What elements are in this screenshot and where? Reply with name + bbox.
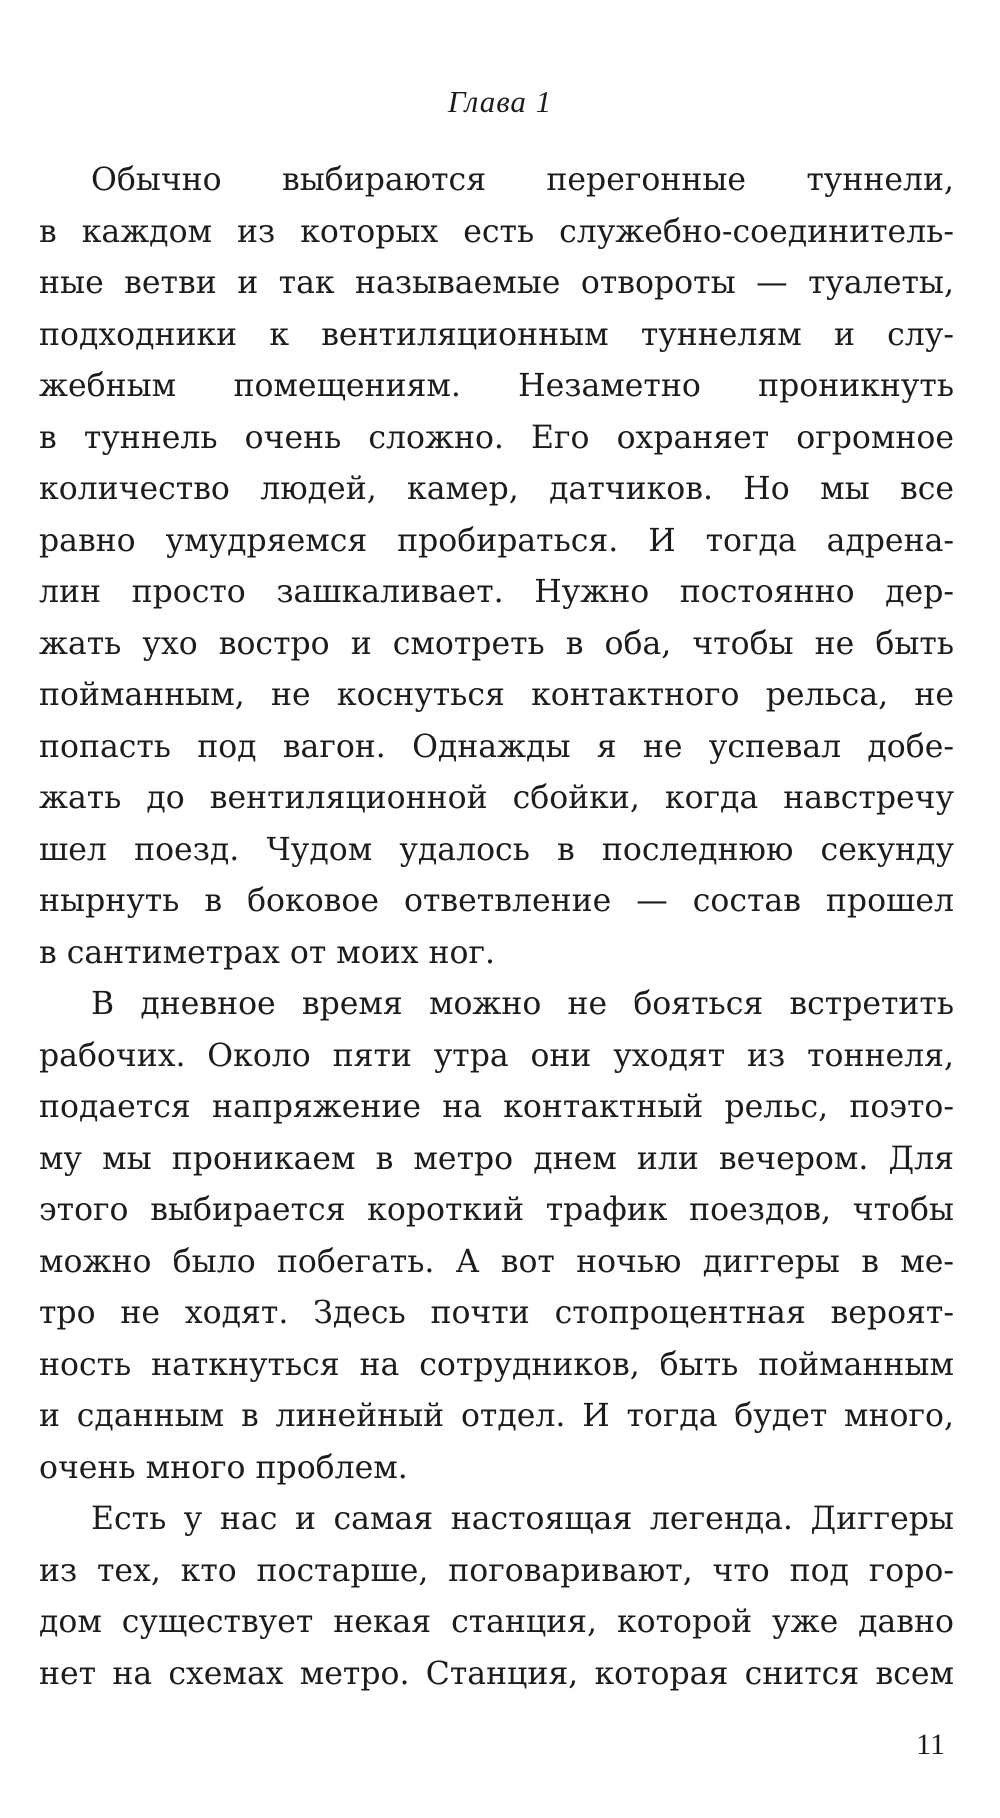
paragraph [39,1494,954,1700]
text-line: лин просто зашкаливает. Нужно постоянно дер- [39,574,954,610]
page-number: 11 [916,1728,945,1761]
text-line: равно умудряемся пробираться. И тогда адрена- [39,522,954,559]
text-line: рабочих. Около пяти утра они уходят из тоннеля, [39,1037,954,1074]
text-line: можно было побегать. А вот ночью диггеры в ме- [39,1243,954,1280]
running-head: Глава 1 [447,84,553,119]
text-line: В дневное время можно не бояться встретить [91,986,954,1022]
text-line: ность наткнуться на сотрудников, быть пойманным [39,1346,954,1383]
text-line: очень много проблем. [39,1449,408,1486]
text-line: этого выбирается короткий трафик поездов, чтобы [39,1192,954,1228]
text-line: в каждом из которых есть служебно-соединитель- [39,213,954,250]
text-line: в сантиметрах от моих ног. [39,934,495,971]
text-line: шел поезд. Чудом удалось в последнюю секунду [39,831,954,868]
text-line: количество людей, камер, датчиков. Но мы все [39,471,954,507]
body-text [39,155,954,1700]
text-line: подходники к вентиляционным туннелям и слу- [39,316,954,353]
text-line: подается напряжение на контактный рельс, поэто- [39,1089,954,1125]
paragraph [39,979,954,1494]
text-line: Есть у нас и самая настоящая легенда. Диггеры [91,1501,954,1537]
text-line: жать ухо востро и смотреть в оба, чтобы не быть [39,625,954,662]
text-line: дом существует некая станция, которой уже давно [39,1604,954,1640]
text-line: жебным помещениям. Незаметно проникнуть [39,368,954,404]
paragraph [39,155,954,979]
text-line: и сданным в линейный отдел. И тогда будет много, [39,1398,954,1434]
text-line: пойманным, не коснуться контактного рельса, не [39,677,954,713]
text-line: в туннель очень сложно. Его охраняет огромное [39,419,954,456]
text-line: попасть под вагон. Однажды я не успевал добе- [39,728,954,765]
text-line: тро не ходят. Здесь почти стопроцентная вероят- [39,1295,954,1331]
text-line: из тех, кто постарше, поговаривают, что под горо- [39,1552,954,1589]
text-line: ные ветви и так называемые отвороты — туалеты, [39,265,954,301]
text-line: нырнуть в боковое ответвление — состав прошел [39,883,954,919]
text-line: жать до вентиляционной сбойки, когда навстречу [39,780,954,816]
text-line: нет на схемах метро. Станция, которая снится всем [39,1655,954,1692]
text-line: му мы проникаем в метро днем или вечером. Для [39,1140,954,1177]
text-line: Обычно выбираются перегонные туннели, [91,162,954,198]
